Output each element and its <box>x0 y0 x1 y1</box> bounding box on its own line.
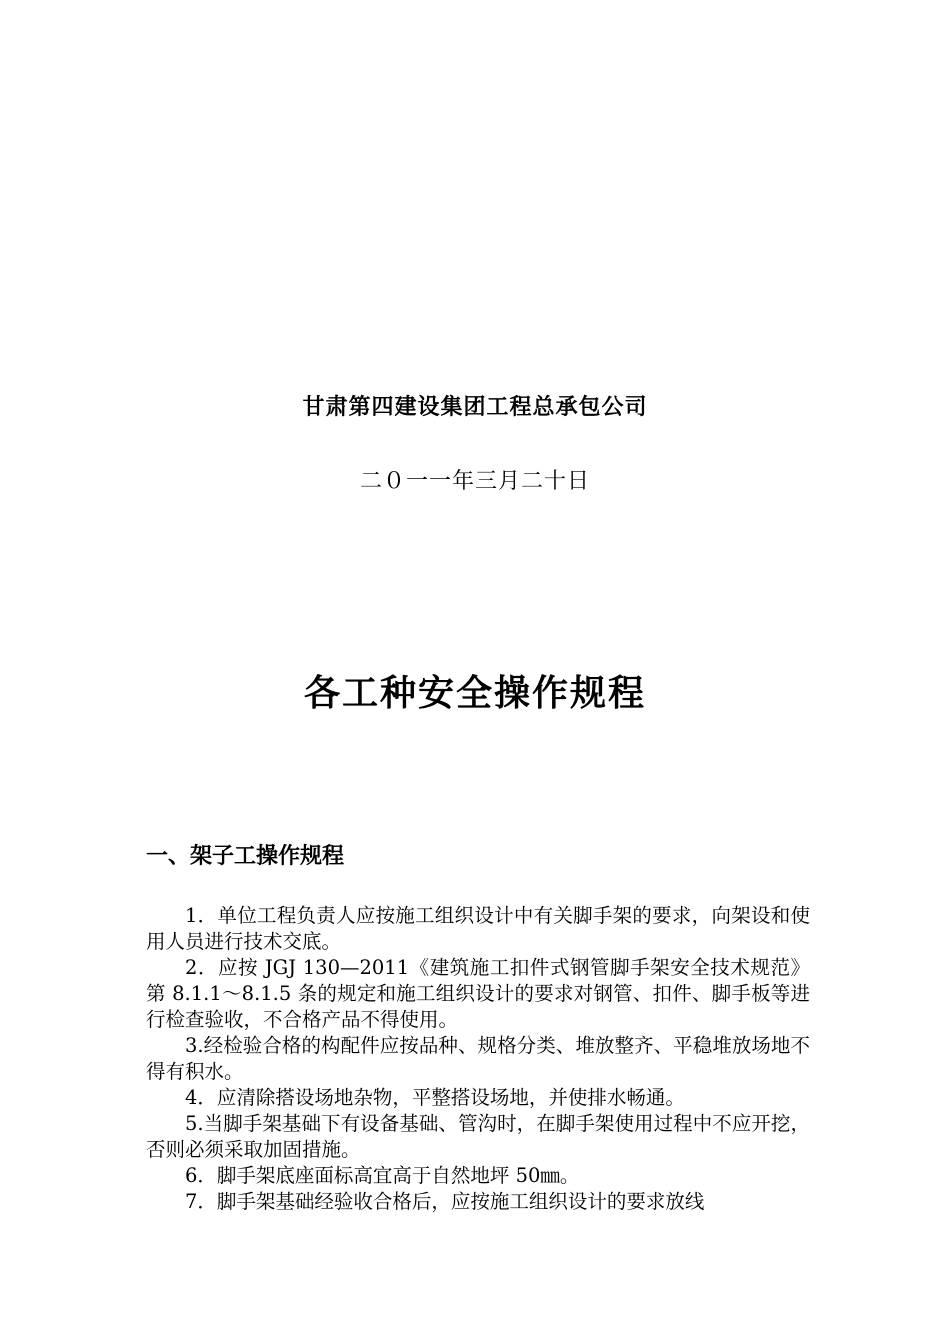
document-date: 二０一一年三月二十日 <box>359 469 590 494</box>
document-title: 各工种安全操作规程 <box>303 673 646 714</box>
paragraph-7: 7．脚手架基础经验收合格后，应按施工组织设计的要求放线 <box>185 1190 705 1213</box>
paragraph-3: 3.经检验合格的构配件应按品种、规格分类、堆放整齐、平稳堆放场地不得有积水。 <box>146 1034 810 1083</box>
section-body <box>146 903 810 1215</box>
company-name: 甘肃第四建设集团工程总承包公司 <box>302 395 648 420</box>
paragraph-5: 5.当脚手架基础下有设备基础、管沟时，在脚手架使用过程中不应开挖，否则必须采取加固措施。 <box>146 1112 810 1161</box>
paragraph-1: 1．单位工程负责人应按施工组织设计中有关脚手架的要求，向架设和使用人员进行技术交底。 <box>146 904 810 953</box>
paragraph-4: 4．应清除搭设场地杂物，平整搭设场地，并使排水畅通。 <box>185 1086 685 1109</box>
paragraph-6: 6．脚手架底座面标高宜高于自然地坪 50㎜。 <box>185 1164 580 1187</box>
paragraph-2: 2．应按 JGJ 130—2011《建筑施工扣件式钢管脚手架安全技术规范》第 8.1.1～8.1.5 条的规定和施工组织设计的要求对钢管、扣件、脚手板等进行检查验收，不合格产品不得使用。 <box>146 956 810 1031</box>
section-heading: 一、架子工操作规程 <box>146 844 345 869</box>
